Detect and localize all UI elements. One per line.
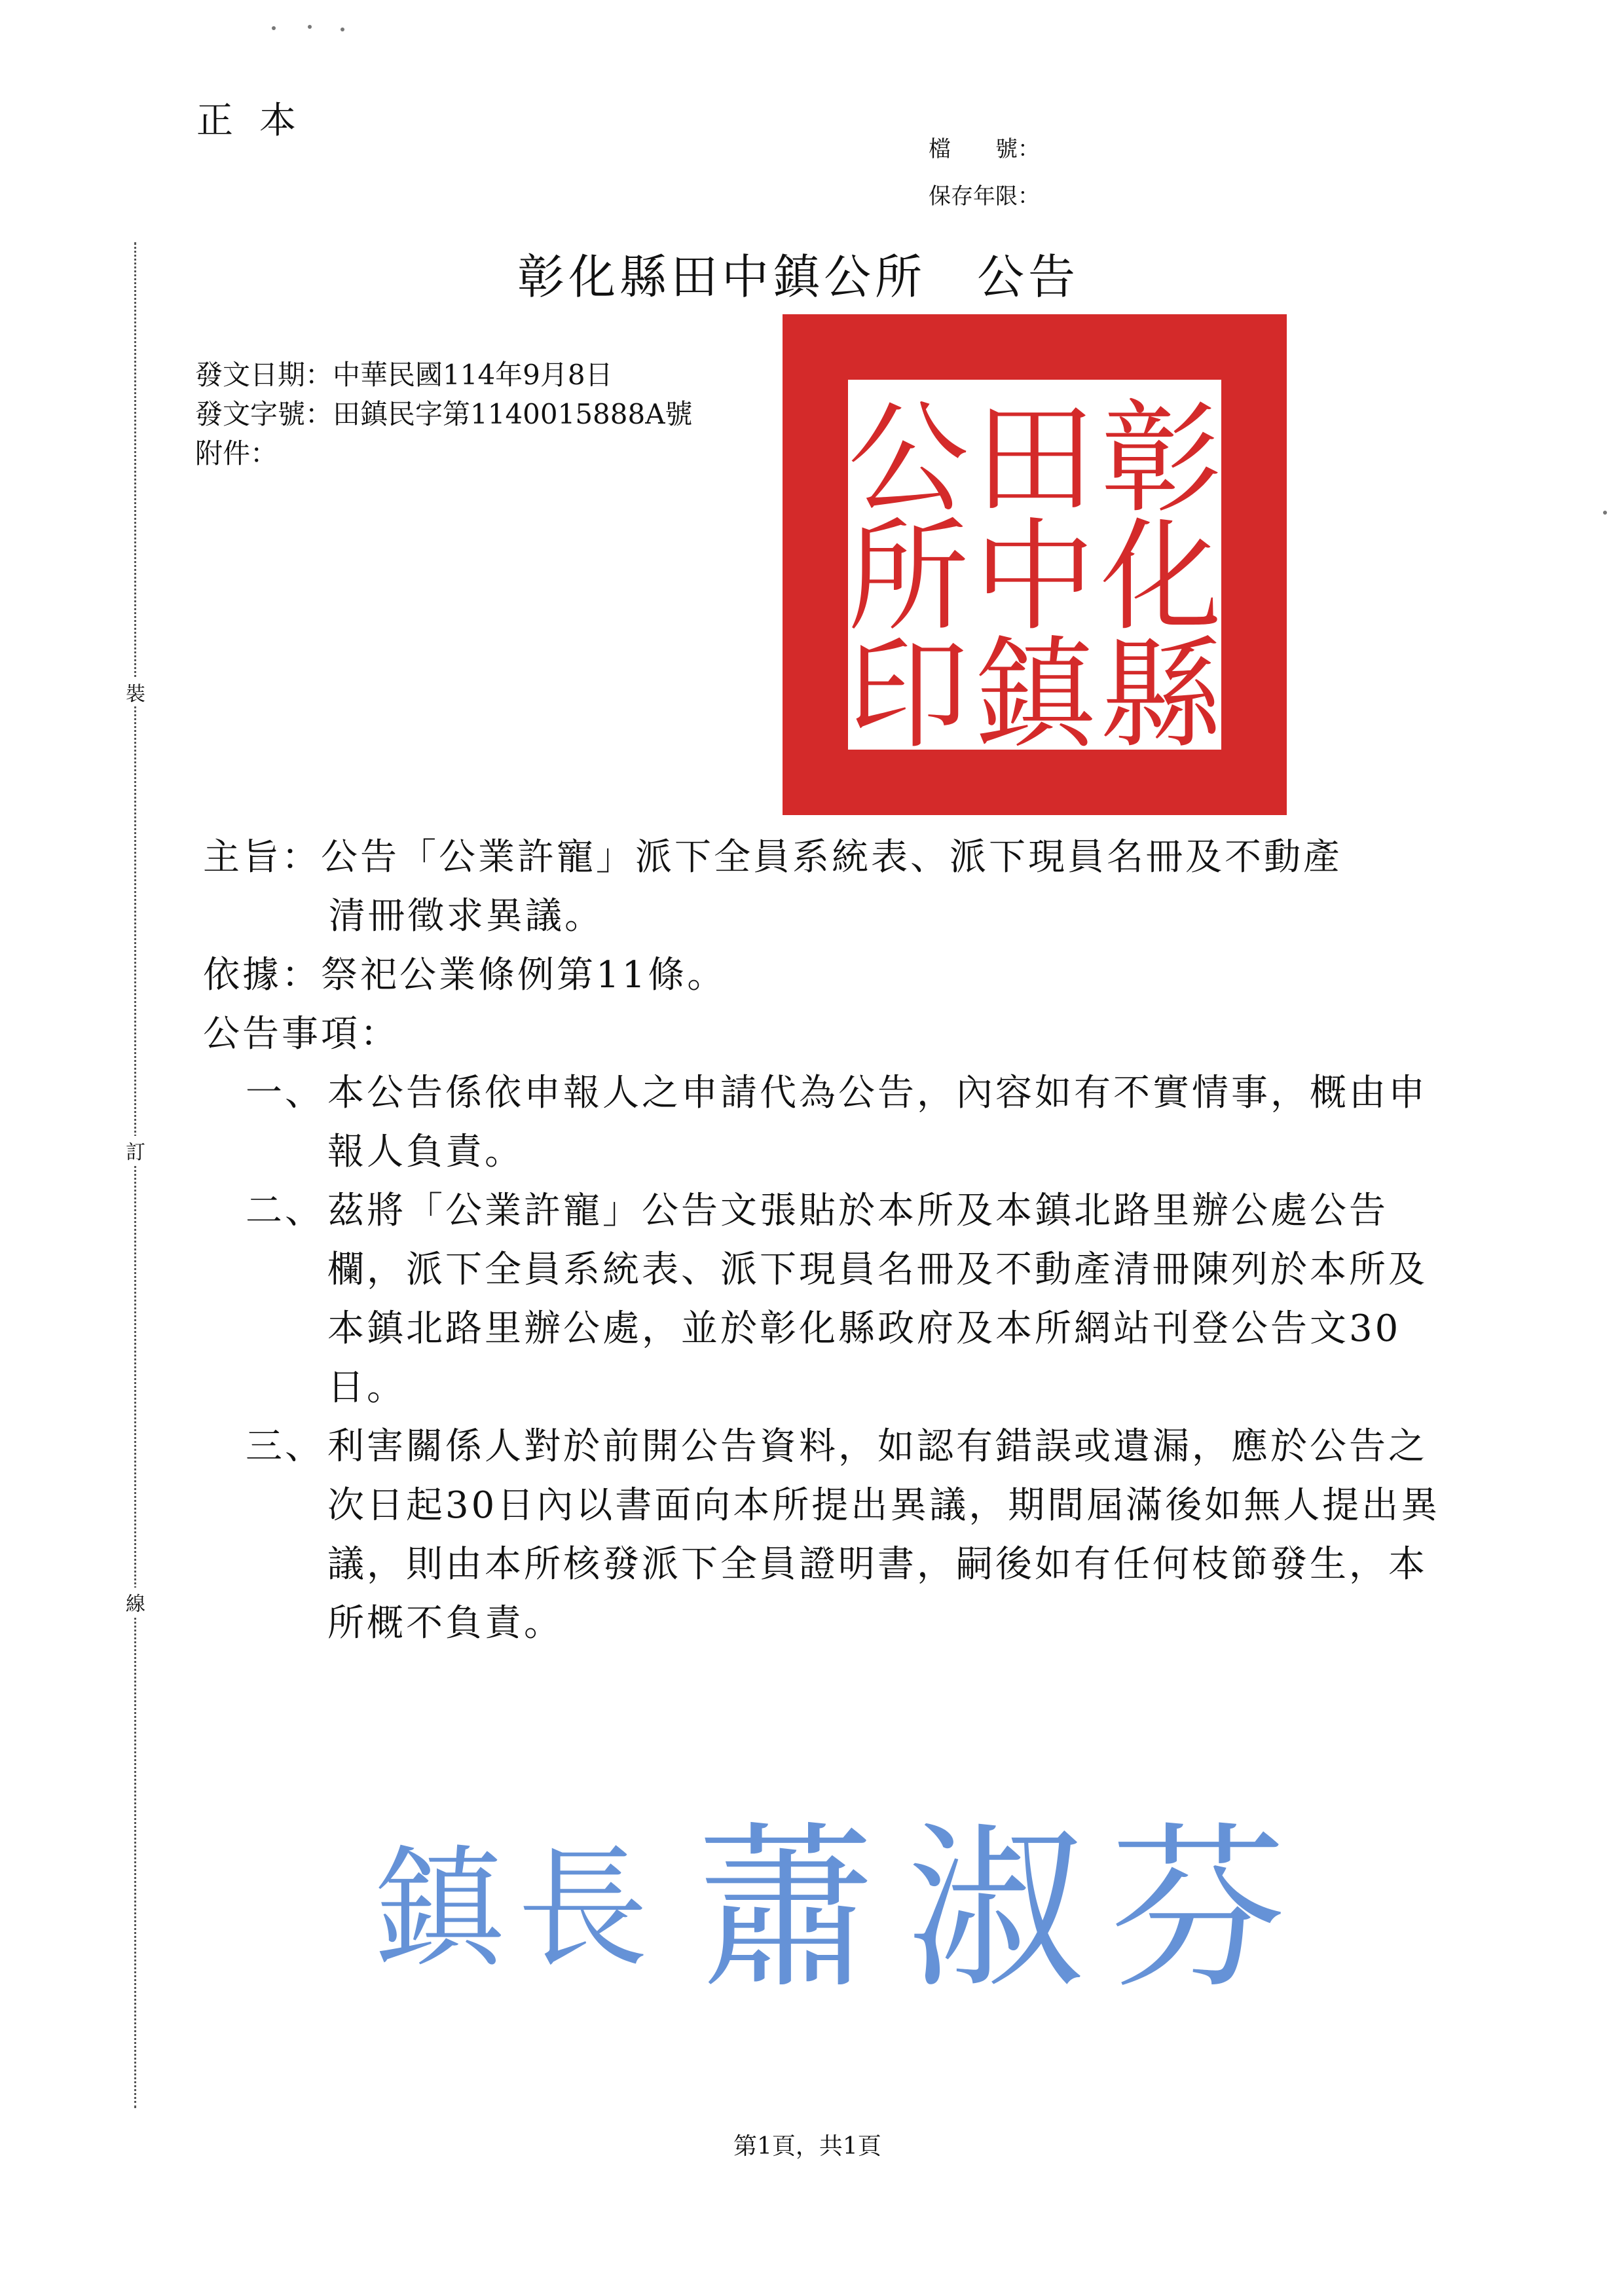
- basis-paragraph: [203, 946, 1447, 1005]
- announcement-item-2: [246, 1182, 1450, 1417]
- file-number-label: 檔 號：: [929, 136, 1040, 162]
- mayor-signature-stamp: [367, 1781, 1310, 2003]
- binding-mark-line: 線: [126, 1588, 145, 1616]
- attachment-label: 附件：: [195, 437, 278, 469]
- binding-mark-staple: 訂: [126, 1136, 145, 1165]
- signature-char-2: 長: [517, 1833, 649, 1986]
- subject-text-line2: 清冊徵求異議。: [329, 895, 604, 938]
- signature-char-5: 芬: [1110, 1806, 1287, 2003]
- issue-date: 發文日期：中華民國114年9月8日: [195, 359, 613, 391]
- item-text: 本公告係依申報人之申請代為公告，內容如有不實情事，概由申報人負責。: [327, 1072, 1428, 1173]
- item-number: 一、: [246, 1072, 324, 1114]
- seal-char-4: 田: [974, 388, 1096, 530]
- binding-mark-bind: 裝: [126, 678, 145, 706]
- seal-char-7: 公: [847, 388, 969, 530]
- scan-speck: [272, 26, 276, 30]
- official-seal: [783, 314, 1287, 815]
- reference-number: 發文字號：田鎮民字第1140015888A號: [195, 398, 693, 430]
- basis-label: 依據：: [203, 954, 321, 996]
- subject-text-line1: 公告「公業許寵」派下全員系統表、派下現員名冊及不動產: [321, 836, 1342, 879]
- item-text: 茲將「公業許寵」公告文張貼於本所及本鎮北路里辦公處公告欄，派下全員系統表、派下現員名冊及不動產清冊陳列於本所及本鎮北路里辦公處，並於彰化縣政府及本所網站刊登公告文30日。: [327, 1190, 1428, 1409]
- binding-line: [134, 242, 136, 2108]
- document-title: 彰化縣田中鎮公所 公告: [517, 249, 1080, 304]
- signature-char-3: 蕭: [697, 1806, 874, 2003]
- announcement-item-3: [246, 1417, 1450, 1653]
- retention-period-label: 保存年限：: [929, 183, 1040, 210]
- seal-char-3: 縣: [1100, 624, 1222, 765]
- seal-char-8: 所: [847, 506, 969, 647]
- seal-char-9: 印: [847, 624, 969, 765]
- seal-char-5: 中: [974, 506, 1096, 647]
- signature-char-4: 淑: [907, 1806, 1084, 2003]
- seal-char-1: 彰: [1100, 388, 1222, 530]
- signature-char-1: 鎮: [373, 1833, 505, 1986]
- basis-text: 祭祀公業條例第11條。: [321, 954, 727, 996]
- scan-speck: [341, 27, 344, 31]
- page-number: 第1頁，共1頁: [733, 2133, 881, 2160]
- subject-paragraph: [203, 828, 1447, 887]
- seal-char-6: 鎮: [974, 624, 1096, 765]
- scan-speck: [308, 25, 312, 29]
- item-number: 二、: [246, 1190, 324, 1232]
- item-number: 三、: [246, 1425, 324, 1468]
- announcement-item-1: [246, 1064, 1450, 1182]
- item-text: 利害關係人對於前開公告資料，如認有錯誤或遺漏，應於公告之次日起30日內以書面向本所提出異議，期間屆滿後如無人提出異議，則由本所核發派下全員證明書，嗣後如有任何枝節發生，本所概不負責。: [327, 1425, 1441, 1645]
- seal-char-2: 化: [1100, 506, 1222, 647]
- announcement-items-heading: 公告事項：: [203, 1013, 399, 1055]
- subject-label: 主旨：: [203, 836, 321, 879]
- copy-mark: 正本: [196, 100, 322, 142]
- scan-speck: [1603, 511, 1607, 515]
